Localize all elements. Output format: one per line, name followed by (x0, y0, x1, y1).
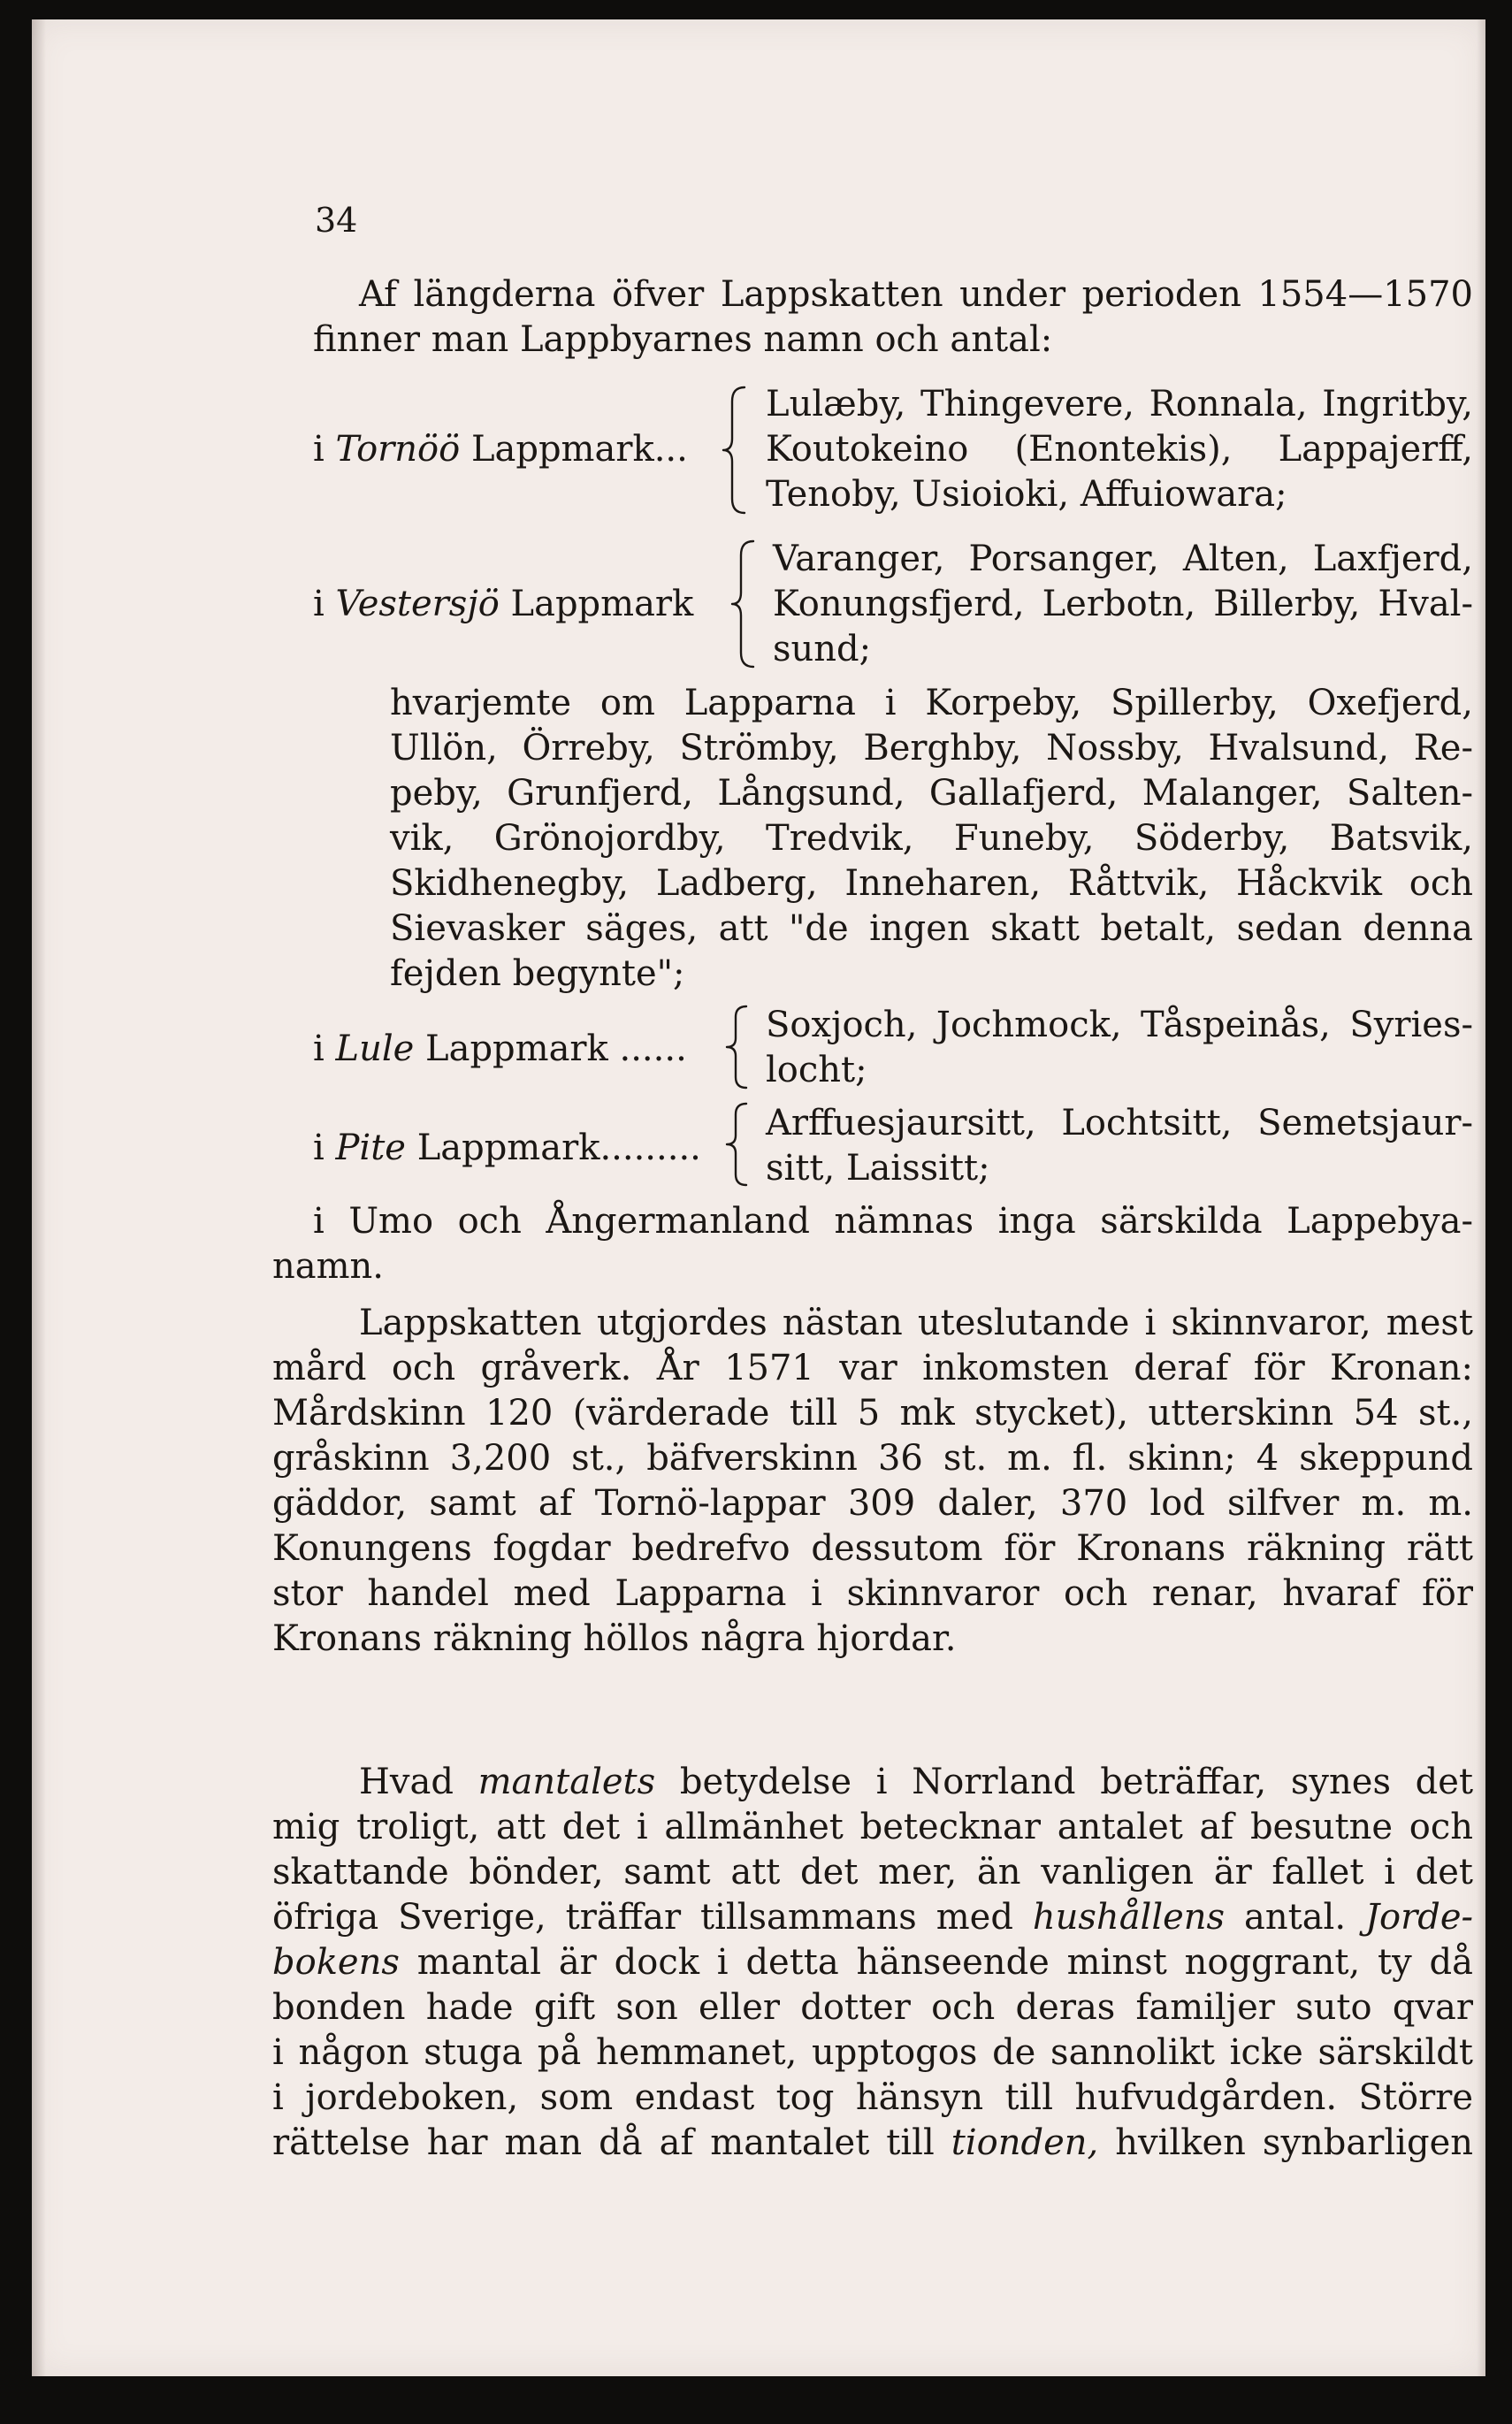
pite-line-1: Arffuesjaursitt, Lochtsitt, Semetsjaur- (766, 1103, 1473, 1143)
italic-term: hushållens (1032, 1897, 1226, 1938)
umo-line-2: namn. (272, 1246, 385, 1287)
lappskatten-line-3: Mårdskinn 120 (värderade till 5 mk stycket), utterskinn 54 st., (272, 1393, 1473, 1434)
region-name: Lule (335, 1028, 415, 1069)
brace-pite (723, 1100, 755, 1189)
hvarjemte-line-3: peby, Grunfjerd, Långsund, Gallafjerd, Malanger, Salten- (390, 773, 1473, 814)
page-edge (1477, 19, 1485, 2376)
book-page (32, 19, 1485, 2376)
italic-term: mantalets (477, 1762, 656, 1802)
hvarjemte-line-7: fejden begynte"; (390, 953, 685, 994)
mantal-line-4: öfriga Sverige, träffar tillsammans med hushållens antal. Jorde- (272, 1897, 1474, 1938)
region-suffix: Lappmark ...... (425, 1028, 687, 1069)
region-suffix: Lappmark......... (416, 1128, 701, 1168)
lule-line-1: Soxjoch, Jochmock, Tåspeinås, Syries- (766, 1005, 1473, 1045)
region-label-lule (313, 1026, 687, 1072)
pite-line-2: sitt, Laissitt; (766, 1148, 990, 1189)
mantal-line-3: skattande bönder, samt att det mer, än vanligen är fallet i det (272, 1852, 1473, 1893)
region-prefix: i (313, 429, 325, 470)
mantal-line-8: i jordeboken, som endast tog hänsyn till hufvudgården. Större (272, 2077, 1473, 2118)
mantal-line-9: rättelse har man då af mantalet till tionden, hvilken synbarligen (272, 2122, 1474, 2163)
hvarjemte-line-2: Ullön, Örreby, Strömby, Berghby, Nossby, Hvalsund, Re- (390, 728, 1473, 768)
lappskatten-line-4: gråskinn 3,200 st., bäfverskinn 36 st. m. fl. skinn; 4 skeppund (272, 1438, 1473, 1479)
hvarjemte-line-5: Skidhenegby, Ladberg, Inneharen, Råttvik, Håckvik och (390, 863, 1473, 904)
intro-line-2: finner man Lappbyarnes namn och antal: (313, 319, 1053, 360)
italic-term: bokens (272, 1942, 400, 1983)
brace-vestersjo (729, 538, 764, 670)
region-prefix: i (313, 1128, 325, 1168)
italic-term: tionden, (951, 2122, 1099, 2163)
lappskatten-line-2: mård och gråverk. År 1571 var inkomsten deraf för Kronan: (272, 1348, 1473, 1388)
region-name: Pite (335, 1128, 406, 1168)
page-number: 34 (315, 201, 358, 240)
lappskatten-line-8: Kronans räkning höllos några hjordar. (272, 1618, 957, 1659)
spine-shadow (32, 19, 46, 2376)
region-name: Tornöö (335, 429, 461, 470)
region-prefix: i (313, 1028, 325, 1069)
mantal-line-7: i någon stuga på hemmanet, upptogos de sannolikt icke särskildt (272, 2032, 1473, 2073)
region-label-vestersjo (313, 581, 693, 627)
hvarjemte-line-6: Sievasker säges, att "de ingen skatt betalt, sedan denna (390, 908, 1473, 949)
mantal-line-5: bokens mantal är dock i detta hänseende minst noggrant, ty då (272, 1942, 1473, 1983)
hvarjemte-line-4: vik, Grönojordby, Tredvik, Funeby, Söderby, Batsvik, (390, 818, 1473, 859)
region-prefix: i (313, 584, 325, 624)
vestersjo-line-1: Varanger, Porsanger, Alten, Laxfjerd, (773, 539, 1473, 579)
hvarjemte-line-1: hvarjemte om Lapparna i Korpeby, Spillerby, Oxefjerd, (390, 683, 1473, 723)
vestersjo-line-2: Konungsfjerd, Lerbotn, Billerby, Hval- (773, 584, 1473, 624)
region-suffix: Lappmark... (470, 429, 688, 470)
tornoo-line-1: Lulæby, Thingevere, Ronnala, Ingritby, (766, 384, 1473, 424)
region-label-pite (313, 1125, 701, 1171)
brace-tornoo (720, 384, 755, 516)
umo-line-1: i Umo och Ångermanland nämnas inga särskilda Lappebya- (313, 1201, 1473, 1242)
tornoo-line-3: Tenoby, Usioioki, Affuiowara; (766, 474, 1287, 515)
intro-line-1: Af längderna öfver Lappskatten under perioden 1554—1570 (359, 274, 1473, 315)
lappskatten-line-7: stor handel med Lapparna i skinnvaror och renar, hvaraf för (272, 1573, 1473, 1614)
mantal-line-6: bonden hade gift son eller dotter och deras familjer suto qvar (272, 1987, 1473, 2028)
mantal-line-1: Hvad mantalets betydelse i Norrland beträffar, synes det (359, 1762, 1474, 1802)
region-suffix: Lappmark (510, 584, 694, 624)
vestersjo-line-3: sund; (773, 629, 872, 669)
region-label-tornoo (313, 426, 688, 472)
lappskatten-line-1: Lappskatten utgjordes nästan uteslutande i skinnvaror, mest (359, 1303, 1473, 1343)
mantal-line-2: mig troligt, att det i allmänhet betecknar antalet af besutne och (272, 1807, 1473, 1847)
region-name: Vestersjö (335, 584, 500, 624)
lappskatten-line-6: Konungens fogdar bedrefvo dessutom för Kronans räkning rätt (272, 1528, 1473, 1569)
italic-term: Jorde- (1364, 1897, 1474, 1938)
lule-line-2: locht; (766, 1050, 867, 1090)
brace-lule (723, 1003, 755, 1091)
lappskatten-line-5: gäddor, samt af Tornö-lappar 309 daler, 370 lod silfver m. m. (272, 1483, 1473, 1524)
tornoo-line-2: Koutokeino (Enontekis), Lappajerff, (766, 429, 1473, 470)
